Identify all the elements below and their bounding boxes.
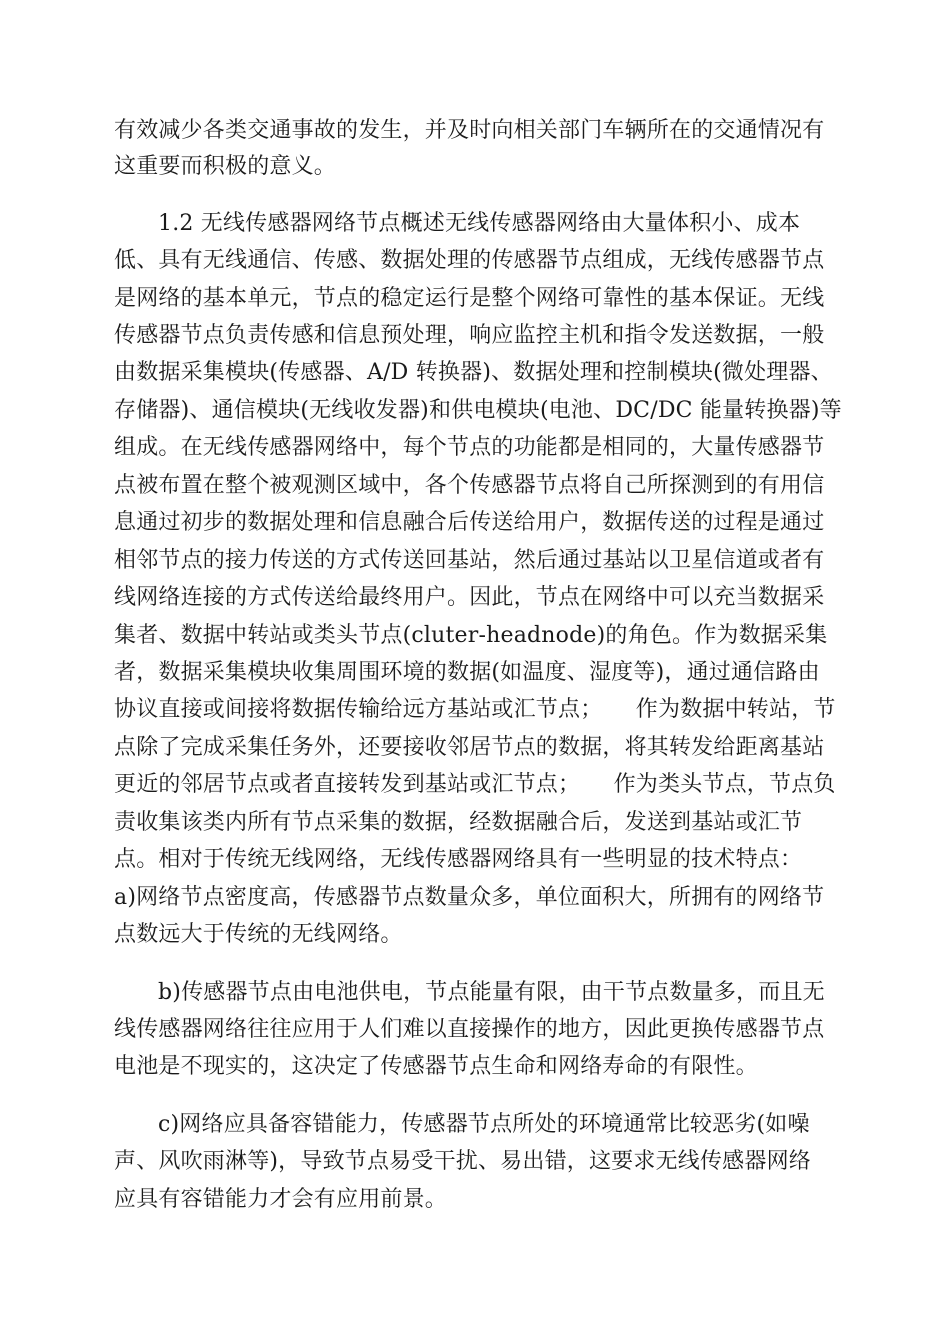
paragraph-heading-line: 1.2 无线传感器网络节点概述无线传感器网络由大量体积小、成本	[158, 211, 801, 236]
text-line: 协议直接或间接将数据传输给远方基站或汇节点； 作为数据中转站，节	[114, 697, 836, 722]
text-line: 低、具有无线通信、传感、数据处理的传感器节点组成，无线传感器节点	[114, 248, 825, 273]
text-line: 者，数据采集模块收集周围环境的数据(如温度、湿度等)，通过通信路由	[114, 660, 820, 685]
text-line: 声、风吹雨淋等)，导致节点易受干扰、易出错，这要求无线传感器网络	[114, 1149, 811, 1174]
text-line: 存储器)、通信模块(无线收发器)和供电模块(电池、DC/DC 能量转换器)等	[114, 398, 842, 423]
text-line: 有效减少各类交通事故的发生，并及时向相关部门车辆所在的交通情况有	[114, 118, 825, 143]
text-line: 由数据采集模块(传感器、A/D 转换器)、数据处理和控制模块(微处理器、	[114, 360, 833, 385]
text-line: c)网络应具备容错能力，传感器节点所处的环境通常比较恶劣(如噪	[158, 1112, 810, 1137]
text-line: 责收集该类内所有节点采集的数据，经数据融合后，发送到基站或汇节	[114, 810, 803, 835]
text-line: 是网络的基本单元，节点的稳定运行是整个网络可靠性的基本保证。无线	[114, 286, 825, 311]
text-line: 传感器节点负责传感和信息预处理，响应监控主机和指令发送数据，一般	[114, 323, 825, 348]
text-line: 点除了完成采集任务外，还要接收邻居节点的数据，将其转发给距离基站	[114, 735, 825, 760]
text-line: 线网络连接的方式传送给最终用户。因此，节点在网络中可以充当数据采	[114, 585, 825, 610]
text-line: 这重要而积极的意义。	[114, 154, 337, 179]
text-line: 息通过初步的数据处理和信息融合后传送给用户，数据传送的过程是通过	[114, 510, 825, 535]
text-line: b)传感器节点由电池供电，节点能量有限，由干节点数量多，而且无	[158, 980, 825, 1005]
text-line: 更近的邻居节点或者直接转发到基站或汇节点； 作为类头节点，节点负	[114, 772, 836, 797]
text-line: 组成。在无线传感器网络中，每个节点的功能都是相同的，大量传感器节	[114, 435, 825, 460]
text-line: 相邻节点的接力传送的方式传送回基站，然后通过基站以卫星信道或者有	[114, 548, 825, 573]
text-line: 应具有容错能力才会有应用前景。	[114, 1187, 448, 1212]
text-line: 点数远大于传统的无线网络。	[114, 922, 403, 947]
text-line: a)网络节点密度高，传感器节点数量众多，单位面积大，所拥有的网络节	[114, 885, 825, 910]
text-line: 电池是不现实的，这决定了传感器节点生命和网络寿命的有限性。	[114, 1054, 758, 1079]
text-line: 点。相对于传统无线网络，无线传感器网络具有一些明显的技术特点：	[114, 847, 803, 872]
text-line: 点被布置在整个被观测区域中，各个传感器节点将自己所探测到的有用信	[114, 473, 825, 498]
text-line: 集者、数据中转站或类头节点(cluter-headnode)的角色。作为数据采集	[114, 623, 828, 648]
text-line: 线传感器网络往往应用于人们难以直接操作的地方，因此更换传感器节点	[114, 1017, 825, 1042]
